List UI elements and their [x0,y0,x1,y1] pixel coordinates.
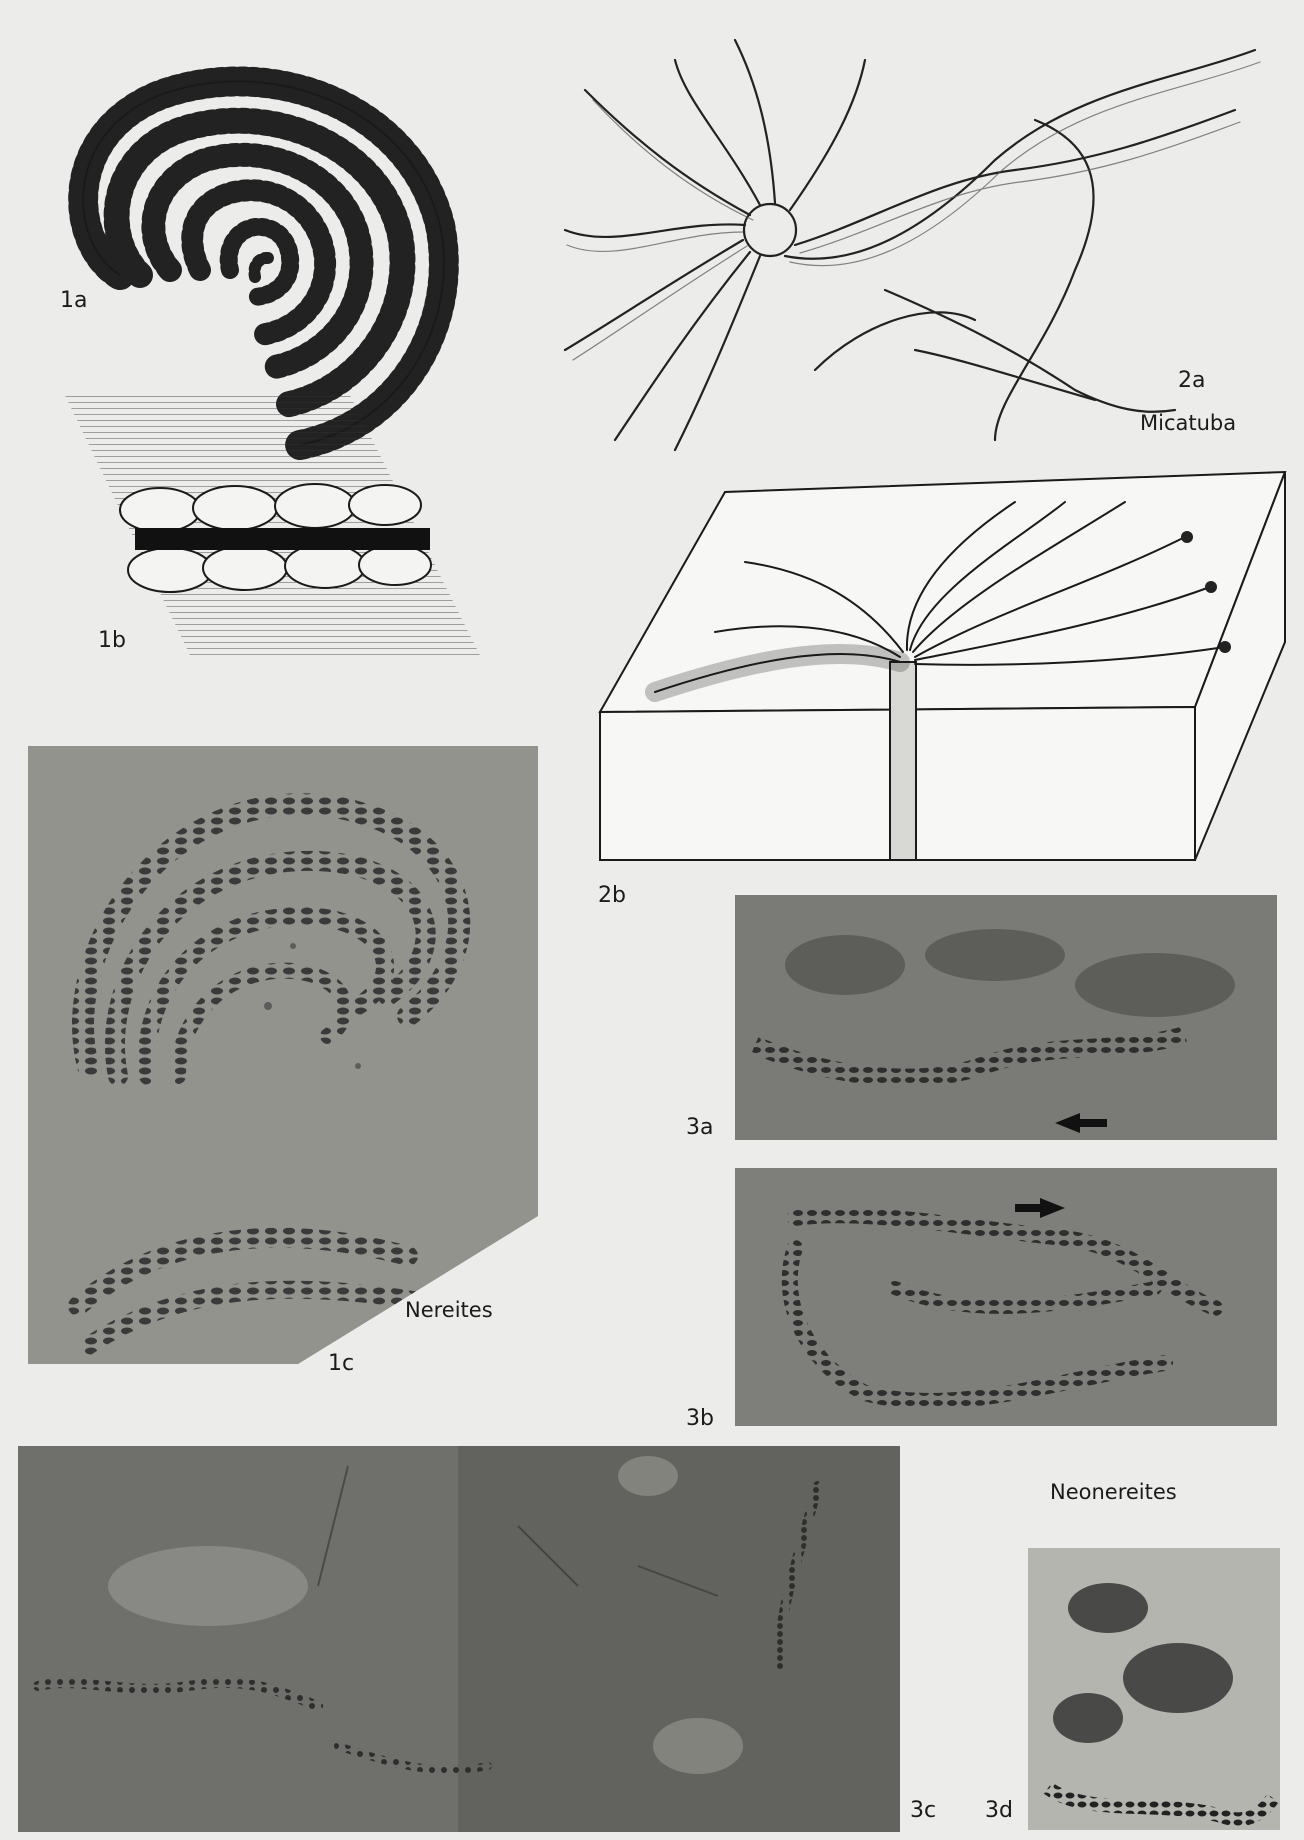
figure-1b-block-drawing [50,390,490,660]
figure-label-3a: 3a [686,1115,714,1140]
taxon-name-micatuba: Micatuba [1140,411,1237,435]
figure-2a-radiating-drawing [555,20,1275,460]
figure-3d-photograph [1028,1548,1280,1830]
figure-label-2a: 2a [1178,368,1206,393]
figure-3c-photograph [18,1446,900,1832]
figure-label-3c: 3c [910,1798,937,1823]
figure-3b-photograph [735,1168,1277,1426]
figure-label-1b: 1b [98,628,126,653]
figure-label-1a: 1a [60,288,88,313]
figure-2b-block-drawing [595,452,1295,872]
figure-label-3d: 3d [985,1798,1013,1823]
figure-label-2b: 2b [598,883,626,908]
taxon-name-nereites: Nereites [405,1298,493,1322]
taxon-name-neonereites: Neonereites [1050,1480,1177,1504]
figure-3a-photograph [735,895,1277,1140]
figure-1c-photograph [28,746,540,1366]
figure-label-3b: 3b [686,1406,714,1431]
figure-label-1c: 1c [328,1351,355,1376]
